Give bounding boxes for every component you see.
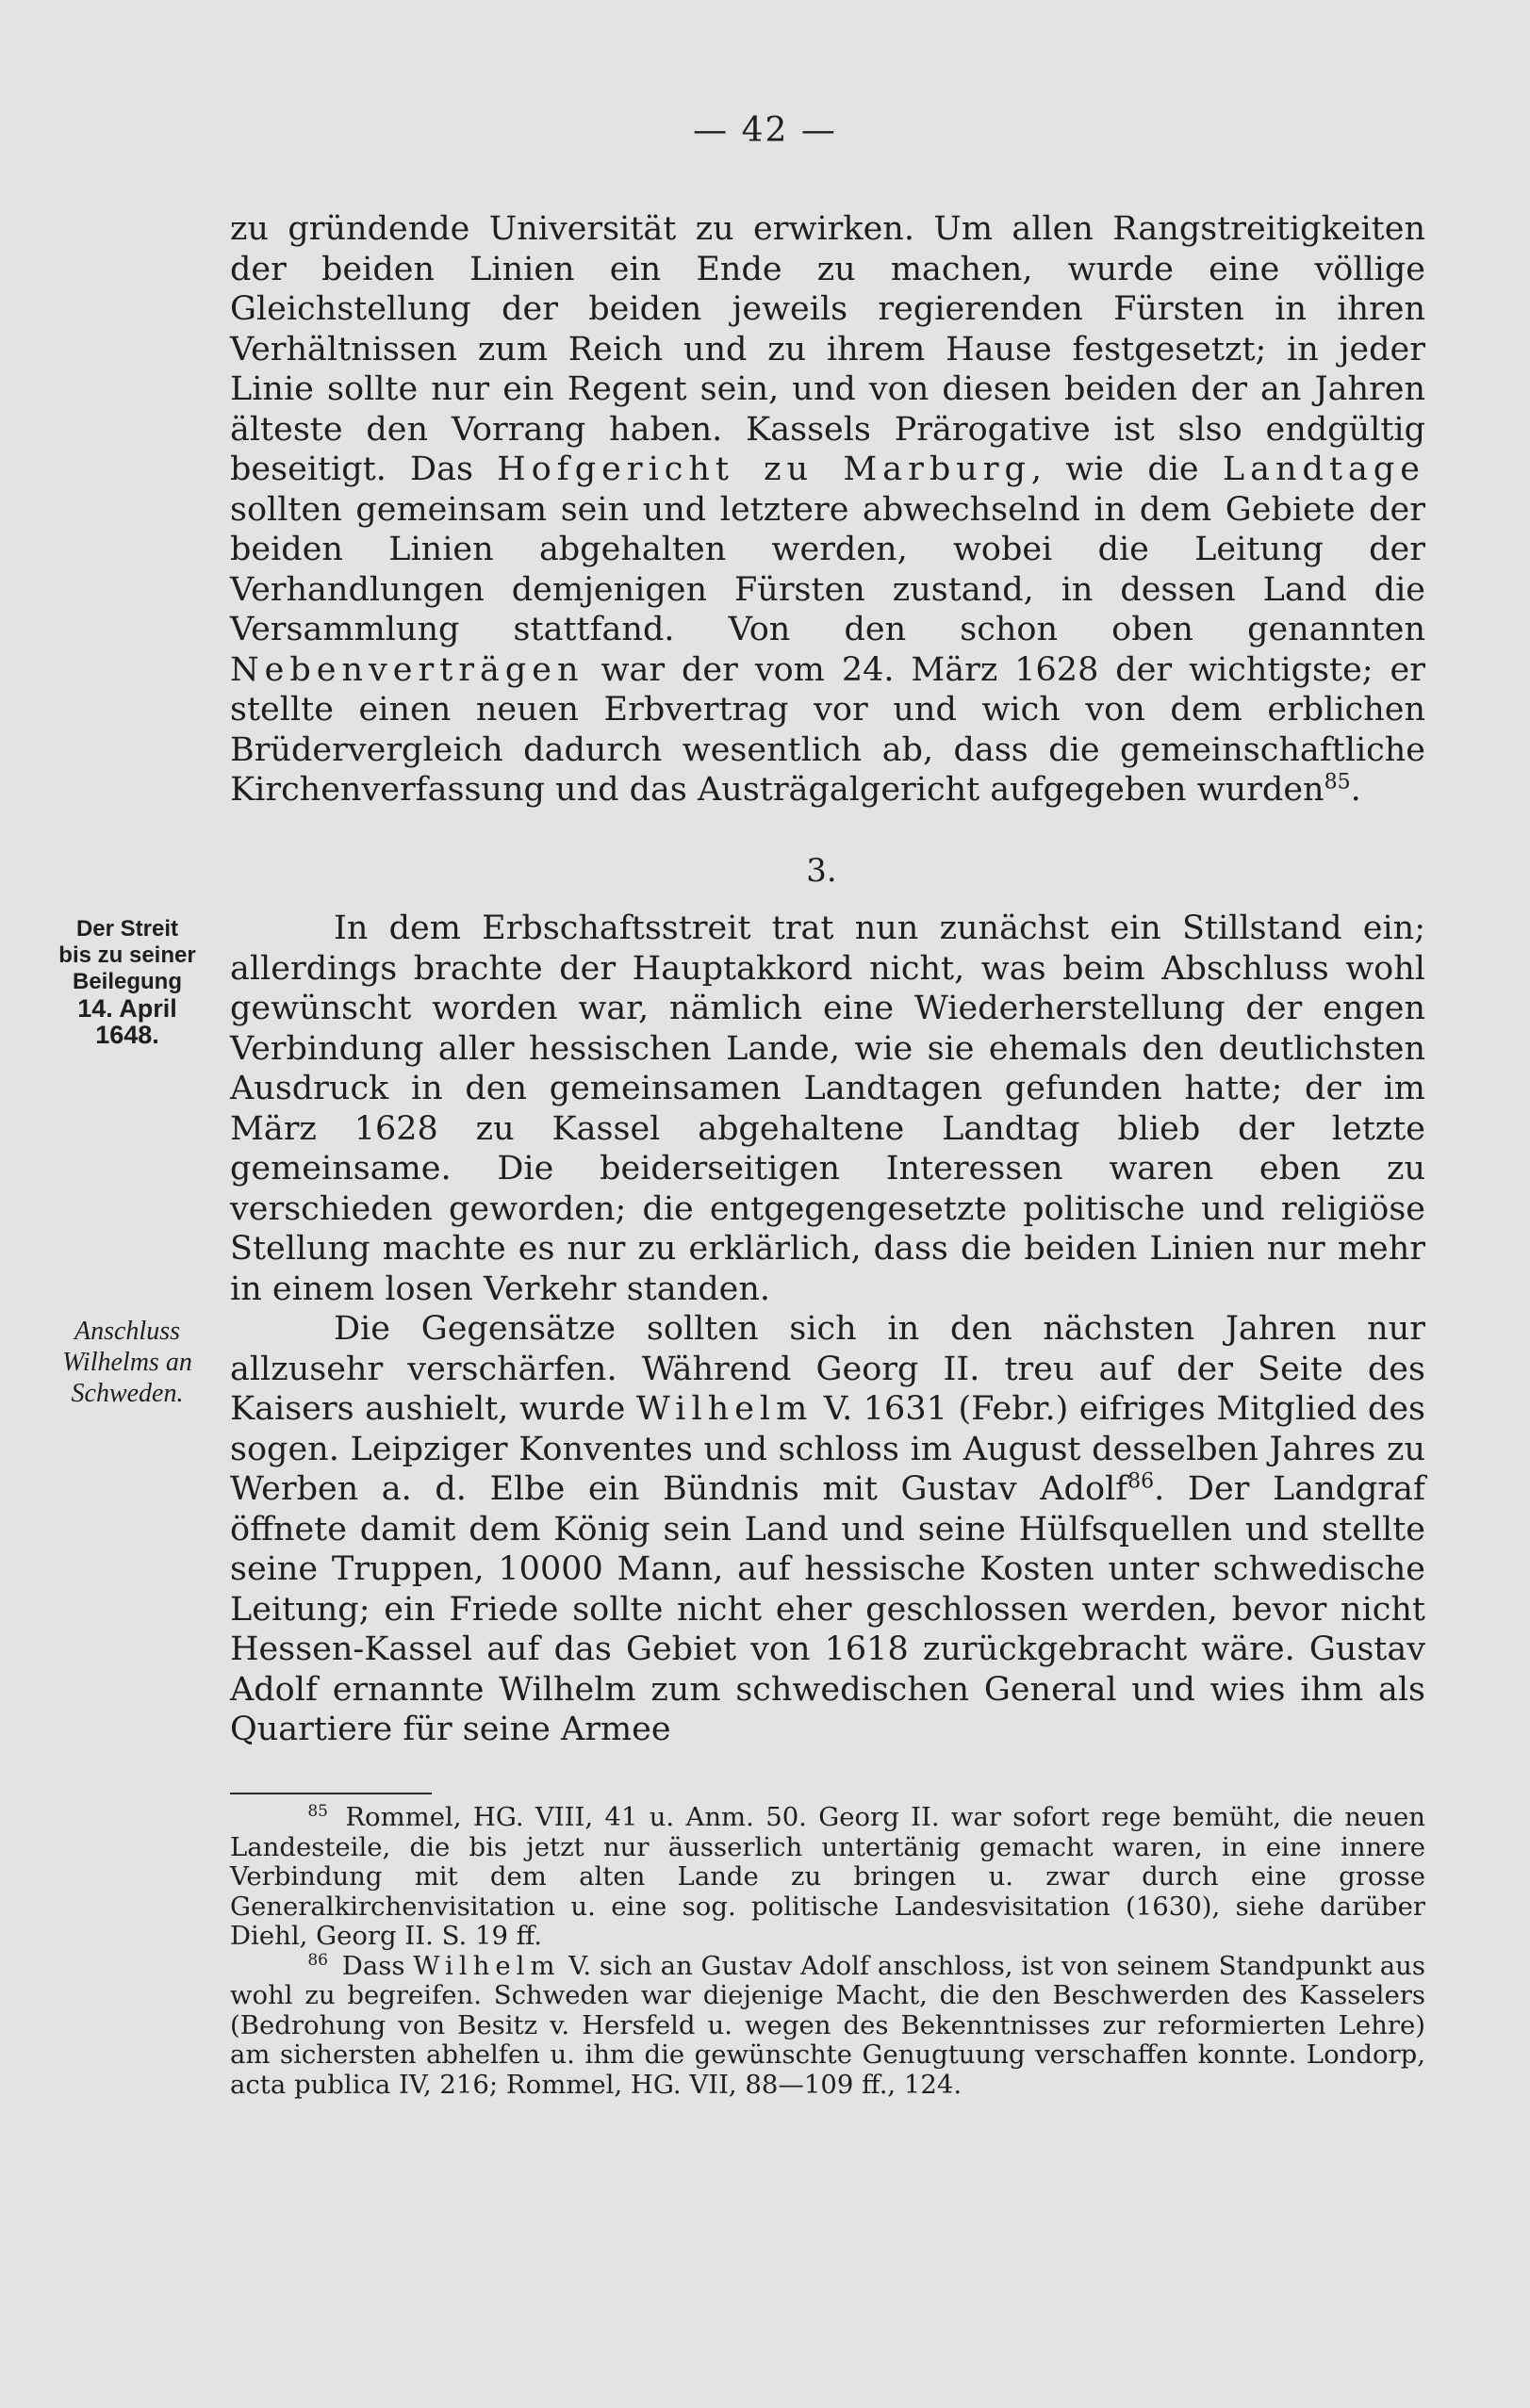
footnote-text: V. sich an Gustav Adolf anschloss, ist von seinem Standpunkt aus wohl zu begreifen. Schweden war diejenige Macht, die den Beschwerden des Kasselers (Bedrohung von Besitz v. Hersfeld u. wegen des Bekenntnisses zur reformierten Lehre) am sichersten abhelfen u. ihm die gewünschte Genugtuung verschaffen konnte. Londorp, acta publica IV, 216; Rommel, HG. VII, 88—109 ff., 124. [230,1950,1426,2100]
page-number: — 42 — [693,111,837,150]
body-text-block-1 [230,209,1425,811]
body-text-block-2 [230,909,1425,1750]
text-run: . Der Landgraf öffnete damit dem König sein Land und seine Hülfsquellen und stellte seine Truppen, 10000 Mann, auf hessische Kosten unter schwedische Leitung; ein Friede sollte nicht eher geschlossen werden, bevor nicht Hessen-Kassel auf das Gebiet von 1618 zurückgebracht wäre. Gustav Adolf ernannte Wilhelm zum schwedischen General und wies ihm als Quartiere für seine Armee [230,1470,1425,1748]
text-run: In dem Erbschaftsstreit trat nun zunächst ein Stillstand ein; allerdings brachte der Hauptakkord nicht, was beim Abschluss wohl gewünscht worden war, nämlich eine Wiederherstellung der engen Verbindung aller hessischen Lande, wie sie ehemals den deutlichsten Ausdruck in den gemeinsamen Landtagen gefunden hatte; der im März 1628 zu Kassel abgehaltene Landtag blieb der letzte gemeinsame. Die beiderseitigen Interessen waren eben zu verschieden geworden; die entgegengesetzte politische und religiöse Stellung machte es nur zu erklärlich, dass die beiden Linien nur mehr in einem losen Verkehr standen. [230,909,1425,1308]
margin-note-line: 14. April [77,994,177,1023]
indent [230,1952,334,1982]
emphasis-landtage: Landtage [1222,450,1425,488]
footnote-text: Dass [334,1950,414,1981]
margin-note-line: Schweden. [71,1379,184,1408]
margin-note-anschluss [28,1316,226,1409]
margin-note-line: Beilegung [72,969,182,994]
emphasis-hofgericht: Hofgericht zu Marburg [497,450,1031,488]
margin-note-line: bis zu seiner [58,942,196,968]
footnote-85 [230,1803,1425,1952]
margin-note-line: Anschluss [74,1317,180,1346]
emphasis-nebenvertraegen: Nebenverträgen [230,650,584,689]
footnote-ref-86: 86 [1127,1469,1155,1494]
emphasis-wilhelm: Wilhelm [413,1950,561,1981]
paragraph [230,1309,1425,1750]
footnote-ref-85: 85 [1324,770,1351,794]
text-run: war der vom 24. März 1628 der wichtigste; er stellte einen neuen Erbvertrag vor und wich von dem erblichen Brüdervergleich dadurch wesentlich ab, dass die gemeinschaftliche Kirchenverfassung und das Austrägalgericht aufgegeben wurden [230,650,1425,809]
text-run: V. 1631 (Febr.) eifriges Mitglied des sogen. Leipziger Konventes und schloss im August desselben Jahres zu Werben a. d. Elbe ein Bündnis mit Gustav Adolf [230,1390,1425,1508]
text-run: sollten gemeinsam sein und letztere abwechselnd in dem Gebiete der beiden Linien abgehalten werden, wobei die Leitung der Verhandlungen demjenigen Fürsten zustand, in dessen Land die Versammlung stattfand. Von den schon oben genannten [230,490,1425,648]
paragraph [230,909,1425,1309]
paragraph [230,209,1425,811]
footnote-number: 86 [307,1950,328,1970]
text-run: Die Gegensätze sollten sich in den nächsten Jahren nur allzusehr verschärfen. Während Georg II. treu auf der Seite des Kaisers aushielt, wurde [230,1310,1425,1428]
footnote-86 [230,1952,1425,2101]
margin-note-line: Der Streit [75,916,179,942]
margin-note-line: 1648. [95,1021,159,1049]
indent [230,1803,334,1833]
footnote-text: Rommel, HG. VIII, 41 u. Anm. 50. Georg II. war sofort rege bemüht, die neuen Landesteile, die bis jetzt nur äusserlich untertänig gemacht waren, in eine innere Verbindung mit dem alten Lande zu bringen u. zwar durch eine grosse Generalkirchenvisitation u. eine sog. politische Landesvisitation (1630), siehe darüber Diehl, Georg II. S. 19 ff. [230,1802,1425,1951]
section-number: 3. [806,852,837,890]
text-run: . [1350,771,1361,809]
footnote-rule [230,1793,432,1794]
footnotes [230,1803,1425,2100]
text-run: , wie die [1030,450,1199,488]
text-run: zu gründende Universität zu erwirken. Um allen Rangstreitigkeiten der beiden Linien ein Ende zu machen, wurde eine völlige Gleichstellung der beiden jeweils regierenden Fürsten in ihren Verhältnissen zum Reich und zu ihrem Hause festgesetzt; in jeder Linie sollte nur ein Regent sein, und von diesen beiden der an Jahren älteste den Vorrang haben. Kassels Prärogative ist slso endgültig beseitigt. Das [230,210,1425,488]
margin-note-streit [28,916,226,1048]
margin-note-line: Wilhelms an [62,1348,192,1377]
emphasis-wilhelm: Wilhelm [635,1390,814,1428]
footnote-number: 85 [307,1801,328,1821]
